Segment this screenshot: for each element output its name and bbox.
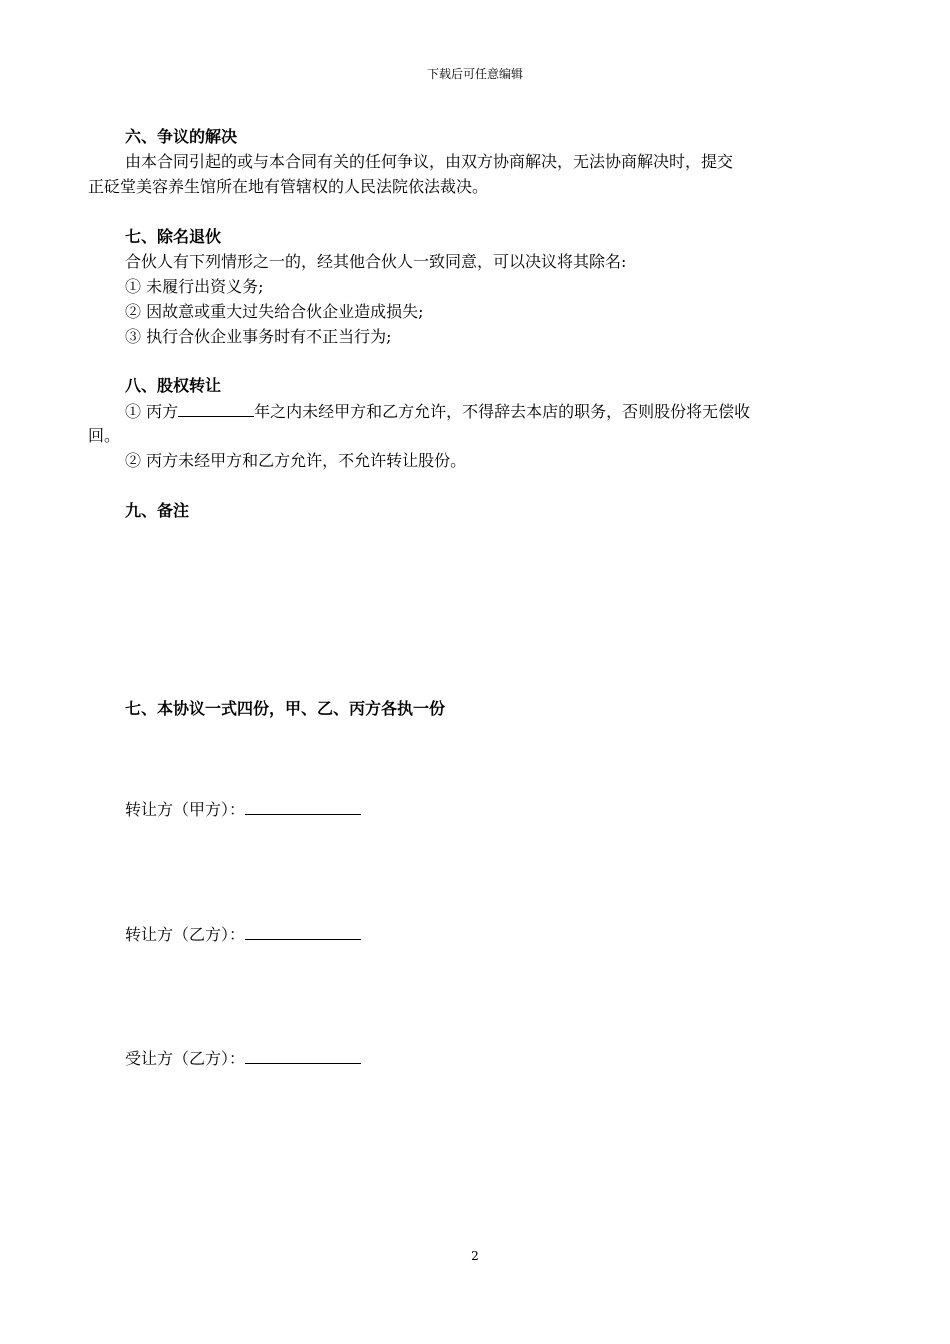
signature-party-c-blank[interactable] [245,1046,361,1064]
section-9-title: 九、备注 [125,501,190,520]
signature-party-c [125,1046,866,1071]
signature-party-b-label: 转让方（乙方）： [125,925,246,944]
section-8-title: 八、股权转让 [125,376,222,395]
section-7-item-3: ③ 执行合伙企业事务时有不正当行为; [125,327,392,346]
signature-party-a-blank[interactable] [245,797,361,815]
signature-party-c-label: 受让方（乙方）： [125,1049,246,1068]
section-8-item-1-suffix: 年之内未经甲方和乙方允许，不得辞去本店的职务，否则股份将无偿收 [254,402,751,421]
section-7-item-1: ① 未履行出资义务; [125,277,264,296]
section-6-title: 六、争议的解决 [125,127,238,146]
section-7-item-2: ② 因故意或重大过失给合伙企业造成损失; [125,302,424,321]
section-7-intro: 合伙人有下列情形之一的，经其他合伙人一致同意，可以决议将其除名: [125,252,627,271]
page-header: 下载后可任意编辑 [426,67,523,81]
signature-party-b [125,922,866,947]
years-blank-field[interactable] [178,399,254,417]
signature-party-b-blank[interactable] [245,922,361,940]
section-8-item-1-prefix: ① 丙方 [125,402,179,421]
signature-party-a [125,797,866,822]
section-8-item-1-continued: 回。 [88,426,121,445]
agreement-copies-title: 七、本协议一式四份，甲、乙、丙方各执一份 [125,699,446,718]
section-6-paragraph-line2: 正砭堂美容养生馆所在地有管辖权的人民法院依法裁决。 [88,177,489,196]
section-8-item-2: ② 丙方未经甲方和乙方允许，不允许转让股份。 [125,451,467,470]
section-6-paragraph-line1: 由本合同引起的或与本合同有关的任何争议，由双方协商解决，无法协商解决时，提交 [125,152,734,171]
page-number: 2 [471,1249,479,1263]
signature-party-a-label: 转让方（甲方）： [125,800,246,819]
section-7-title: 七、除名退伙 [125,227,222,246]
section-8-item-1 [125,399,866,424]
